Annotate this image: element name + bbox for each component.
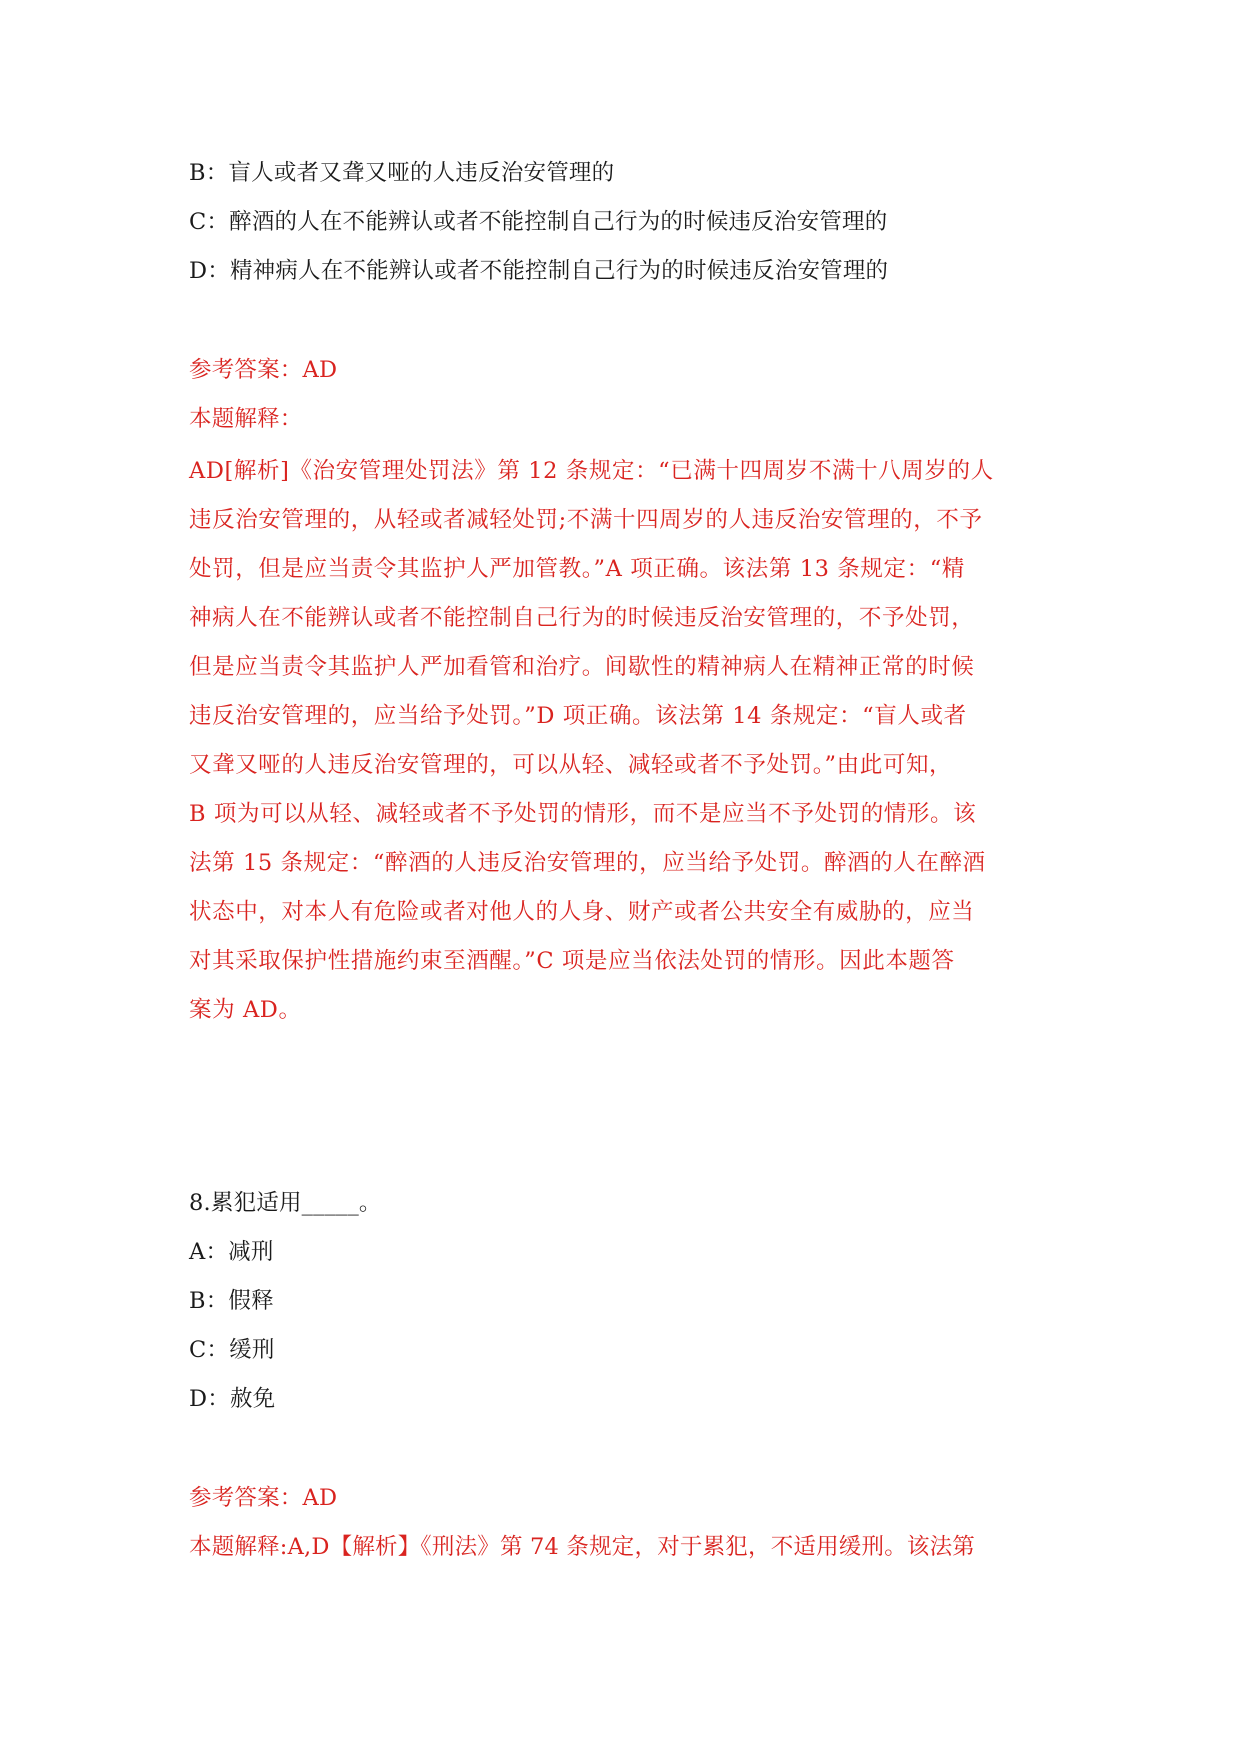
q8-answer: 参考答案：AD — [189, 1485, 338, 1511]
explanation-line: 神病人在不能辨认或者不能控制自己行为的时候违反治安管理的，不予处罚， — [189, 605, 975, 631]
explanation-line: 对其采取保护性措施约束至酒醒。”C 项是应当依法处罚的情形。因此本题答 — [189, 948, 955, 974]
q8-explanation-start: 本题解释:A,D【解析】《刑法》第 74 条规定，对于累犯，不适用缓刑。该法第 — [189, 1534, 976, 1560]
explanation-line: 处罚，但是应当责令其监护人严加管教。”A 项正确。该法第 13 条规定：“精 — [189, 556, 965, 582]
explanation-line: 违反治安管理的，应当给予处罚。”D 项正确。该法第 14 条规定：“盲人或者 — [189, 703, 967, 729]
explanation-line: 状态中，对本人有危险或者对他人的人身、财产或者公共安全有威胁的，应当 — [189, 899, 975, 925]
q8-question: 8.累犯适用_____。 — [189, 1190, 382, 1216]
q8-option-d: D：赦免 — [189, 1386, 276, 1412]
explanation-line: B 项为可以从轻、减轻或者不予处罚的情形，而不是应当不予处罚的情形。该 — [189, 801, 977, 827]
q8-option-b: B：假释 — [189, 1288, 274, 1314]
q7-option-c: C：醉酒的人在不能辨认或者不能控制自己行为的时候违反治安管理的 — [189, 209, 888, 235]
explanation-line: AD[解析]《治安管理处罚法》第 12 条规定：“已满十四周岁不满十八周岁的人 — [189, 458, 994, 484]
explanation-line: 案为 AD。 — [189, 997, 302, 1023]
explanation-line: 法第 15 条规定：“醉酒的人违反治安管理的，应当给予处罚。醉酒的人在醉酒 — [189, 850, 986, 876]
q7-option-d: D：精神病人在不能辨认或者不能控制自己行为的时候违反治安管理的 — [189, 258, 889, 284]
explanation-line: 违反治安管理的，从轻或者减轻处罚;不满十四周岁的人违反治安管理的，不予 — [189, 507, 983, 533]
q7-explanation — [189, 447, 1059, 1035]
explanation-line: 又聋又哑的人违反治安管理的，可以从轻、减轻或者不予处罚。”由此可知， — [189, 752, 953, 778]
q7-explanation-label: 本题解释： — [189, 406, 303, 432]
q8-option-c: C：缓刑 — [189, 1337, 275, 1363]
explanation-line: 但是应当责令其监护人严加看管和治疗。间歇性的精神病人在精神正常的时候 — [189, 654, 975, 680]
q7-answer: 参考答案：AD — [189, 357, 338, 383]
q8-option-a: A：减刑 — [189, 1239, 274, 1265]
q7-option-b: B：盲人或者又聋又哑的人违反治安管理的 — [189, 160, 615, 186]
